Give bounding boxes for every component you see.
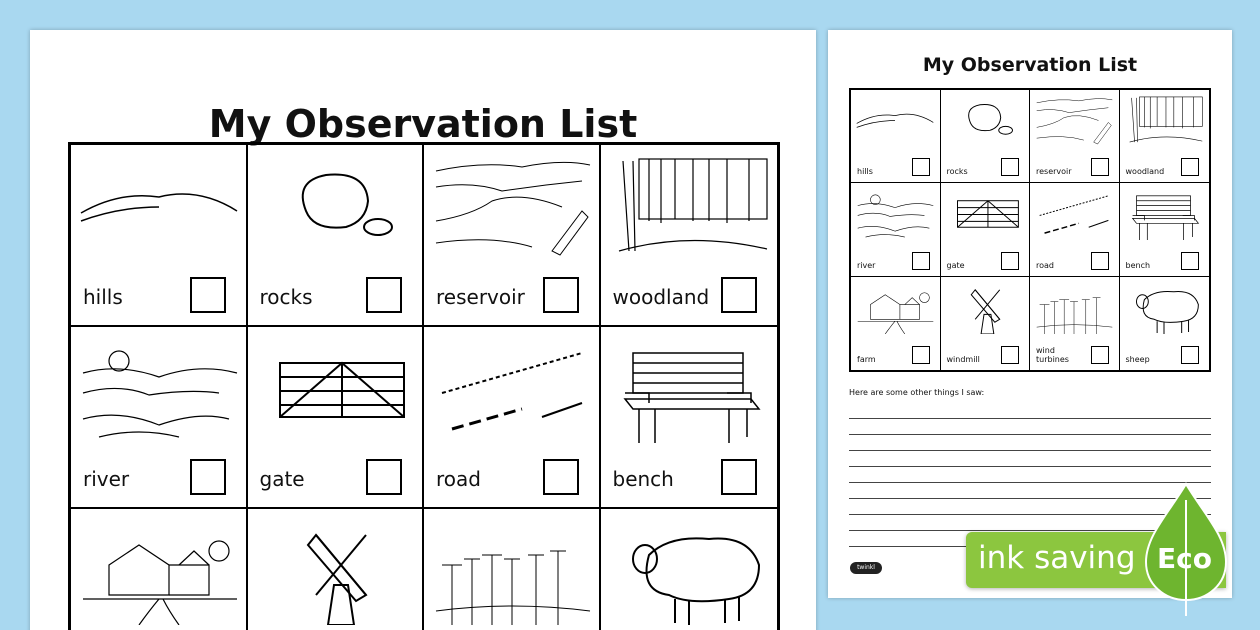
observation-grid-small xyxy=(849,88,1211,372)
checkbox[interactable] xyxy=(912,346,930,364)
gate-icon xyxy=(945,186,1025,240)
item-label: windmill xyxy=(946,355,980,364)
checkbox[interactable] xyxy=(721,277,757,313)
item-label: farm xyxy=(857,355,876,364)
item-label: river xyxy=(83,467,130,491)
item-label: river xyxy=(857,260,876,270)
sheep-icon xyxy=(609,515,769,625)
checkbox[interactable] xyxy=(1001,158,1019,176)
item-woodland xyxy=(601,145,778,327)
item-reservoir xyxy=(424,145,601,327)
item-road xyxy=(424,327,601,509)
river-icon xyxy=(79,333,239,443)
river-icon xyxy=(855,186,935,240)
item-label: rocks xyxy=(259,285,313,309)
checkbox[interactable] xyxy=(721,459,757,495)
checkbox[interactable] xyxy=(1091,346,1109,364)
writing-line[interactable] xyxy=(849,434,1211,435)
item-hills xyxy=(71,145,248,327)
item-label: road xyxy=(436,467,481,491)
item-label: bench xyxy=(612,467,674,491)
writing-line[interactable] xyxy=(849,466,1211,467)
item-label: road xyxy=(1036,260,1054,270)
item-farm xyxy=(851,277,941,370)
item-river xyxy=(851,183,941,276)
item-reservoir xyxy=(1030,90,1120,183)
checkbox[interactable] xyxy=(1181,346,1199,364)
observation-grid xyxy=(68,142,780,630)
checkbox[interactable] xyxy=(366,277,402,313)
checkbox[interactable] xyxy=(1001,252,1019,270)
page-title: My Observation List xyxy=(208,102,638,146)
item-windmill xyxy=(248,509,425,630)
farm-icon xyxy=(855,280,935,334)
item-bench xyxy=(1120,183,1210,276)
checkbox[interactable] xyxy=(543,277,579,313)
checkbox[interactable] xyxy=(1001,346,1019,364)
rocks-icon xyxy=(945,93,1025,147)
other-things-label: Here are some other things I saw: xyxy=(849,388,985,397)
bench-icon xyxy=(609,333,769,443)
writing-line[interactable] xyxy=(849,418,1211,419)
item-label: rocks xyxy=(946,167,968,177)
item-gate xyxy=(248,327,425,509)
item-label: gate xyxy=(259,467,305,491)
hills-icon xyxy=(79,151,239,261)
checkbox[interactable] xyxy=(190,459,226,495)
item-bench xyxy=(601,327,778,509)
item-label: hills xyxy=(857,167,873,177)
woodland-icon xyxy=(609,151,769,261)
farm-icon xyxy=(79,515,239,625)
item-windmill xyxy=(941,277,1031,370)
item-label: sheep xyxy=(1125,355,1150,364)
wind-turbines-icon xyxy=(432,515,592,625)
checkbox[interactable] xyxy=(912,252,930,270)
bench-icon xyxy=(1124,186,1204,240)
windmill-icon xyxy=(945,280,1025,334)
item-farm xyxy=(71,509,248,630)
checkbox[interactable] xyxy=(1181,252,1199,270)
item-label: bench xyxy=(1125,260,1151,270)
checkbox[interactable] xyxy=(1181,158,1199,176)
item-wind-turbines xyxy=(424,509,601,630)
rocks-icon xyxy=(256,151,416,261)
item-rocks xyxy=(248,145,425,327)
checkbox[interactable] xyxy=(1091,252,1109,270)
road-icon xyxy=(1034,186,1114,240)
checkbox[interactable] xyxy=(366,459,402,495)
wind-turbines-icon xyxy=(1034,280,1114,334)
worksheet-large xyxy=(30,30,816,630)
checkbox[interactable] xyxy=(190,277,226,313)
item-river xyxy=(71,327,248,509)
reservoir-icon xyxy=(432,151,592,261)
gate-icon xyxy=(256,333,416,443)
item-label: gate xyxy=(946,260,965,270)
eco-label: Eco xyxy=(1157,542,1212,575)
item-sheep xyxy=(1120,277,1210,370)
checkbox[interactable] xyxy=(912,158,930,176)
reservoir-icon xyxy=(1034,93,1114,147)
item-woodland xyxy=(1120,90,1210,183)
checkbox[interactable] xyxy=(1091,158,1109,176)
item-gate xyxy=(941,183,1031,276)
road-icon xyxy=(432,333,592,443)
ink-saving-text: ink saving xyxy=(978,540,1136,576)
item-rocks xyxy=(941,90,1031,183)
windmill-icon xyxy=(256,515,416,625)
item-sheep xyxy=(601,509,778,630)
checkbox[interactable] xyxy=(543,459,579,495)
item-road xyxy=(1030,183,1120,276)
item-wind-turbines xyxy=(1030,277,1120,370)
sheep-icon xyxy=(1124,280,1204,334)
item-label: reservoir xyxy=(436,285,525,309)
woodland-icon xyxy=(1124,93,1204,147)
brand-logo: twinkl xyxy=(850,562,882,574)
item-label: reservoir xyxy=(1036,167,1072,177)
item-hills xyxy=(851,90,941,183)
hills-icon xyxy=(855,93,935,147)
item-label: hills xyxy=(83,285,123,309)
item-label: woodland xyxy=(1125,167,1165,177)
item-label: woodland xyxy=(612,285,710,309)
page-title-small: My Observation List xyxy=(922,54,1138,76)
item-label: wind turbines xyxy=(1036,346,1069,364)
writing-line[interactable] xyxy=(849,450,1211,451)
